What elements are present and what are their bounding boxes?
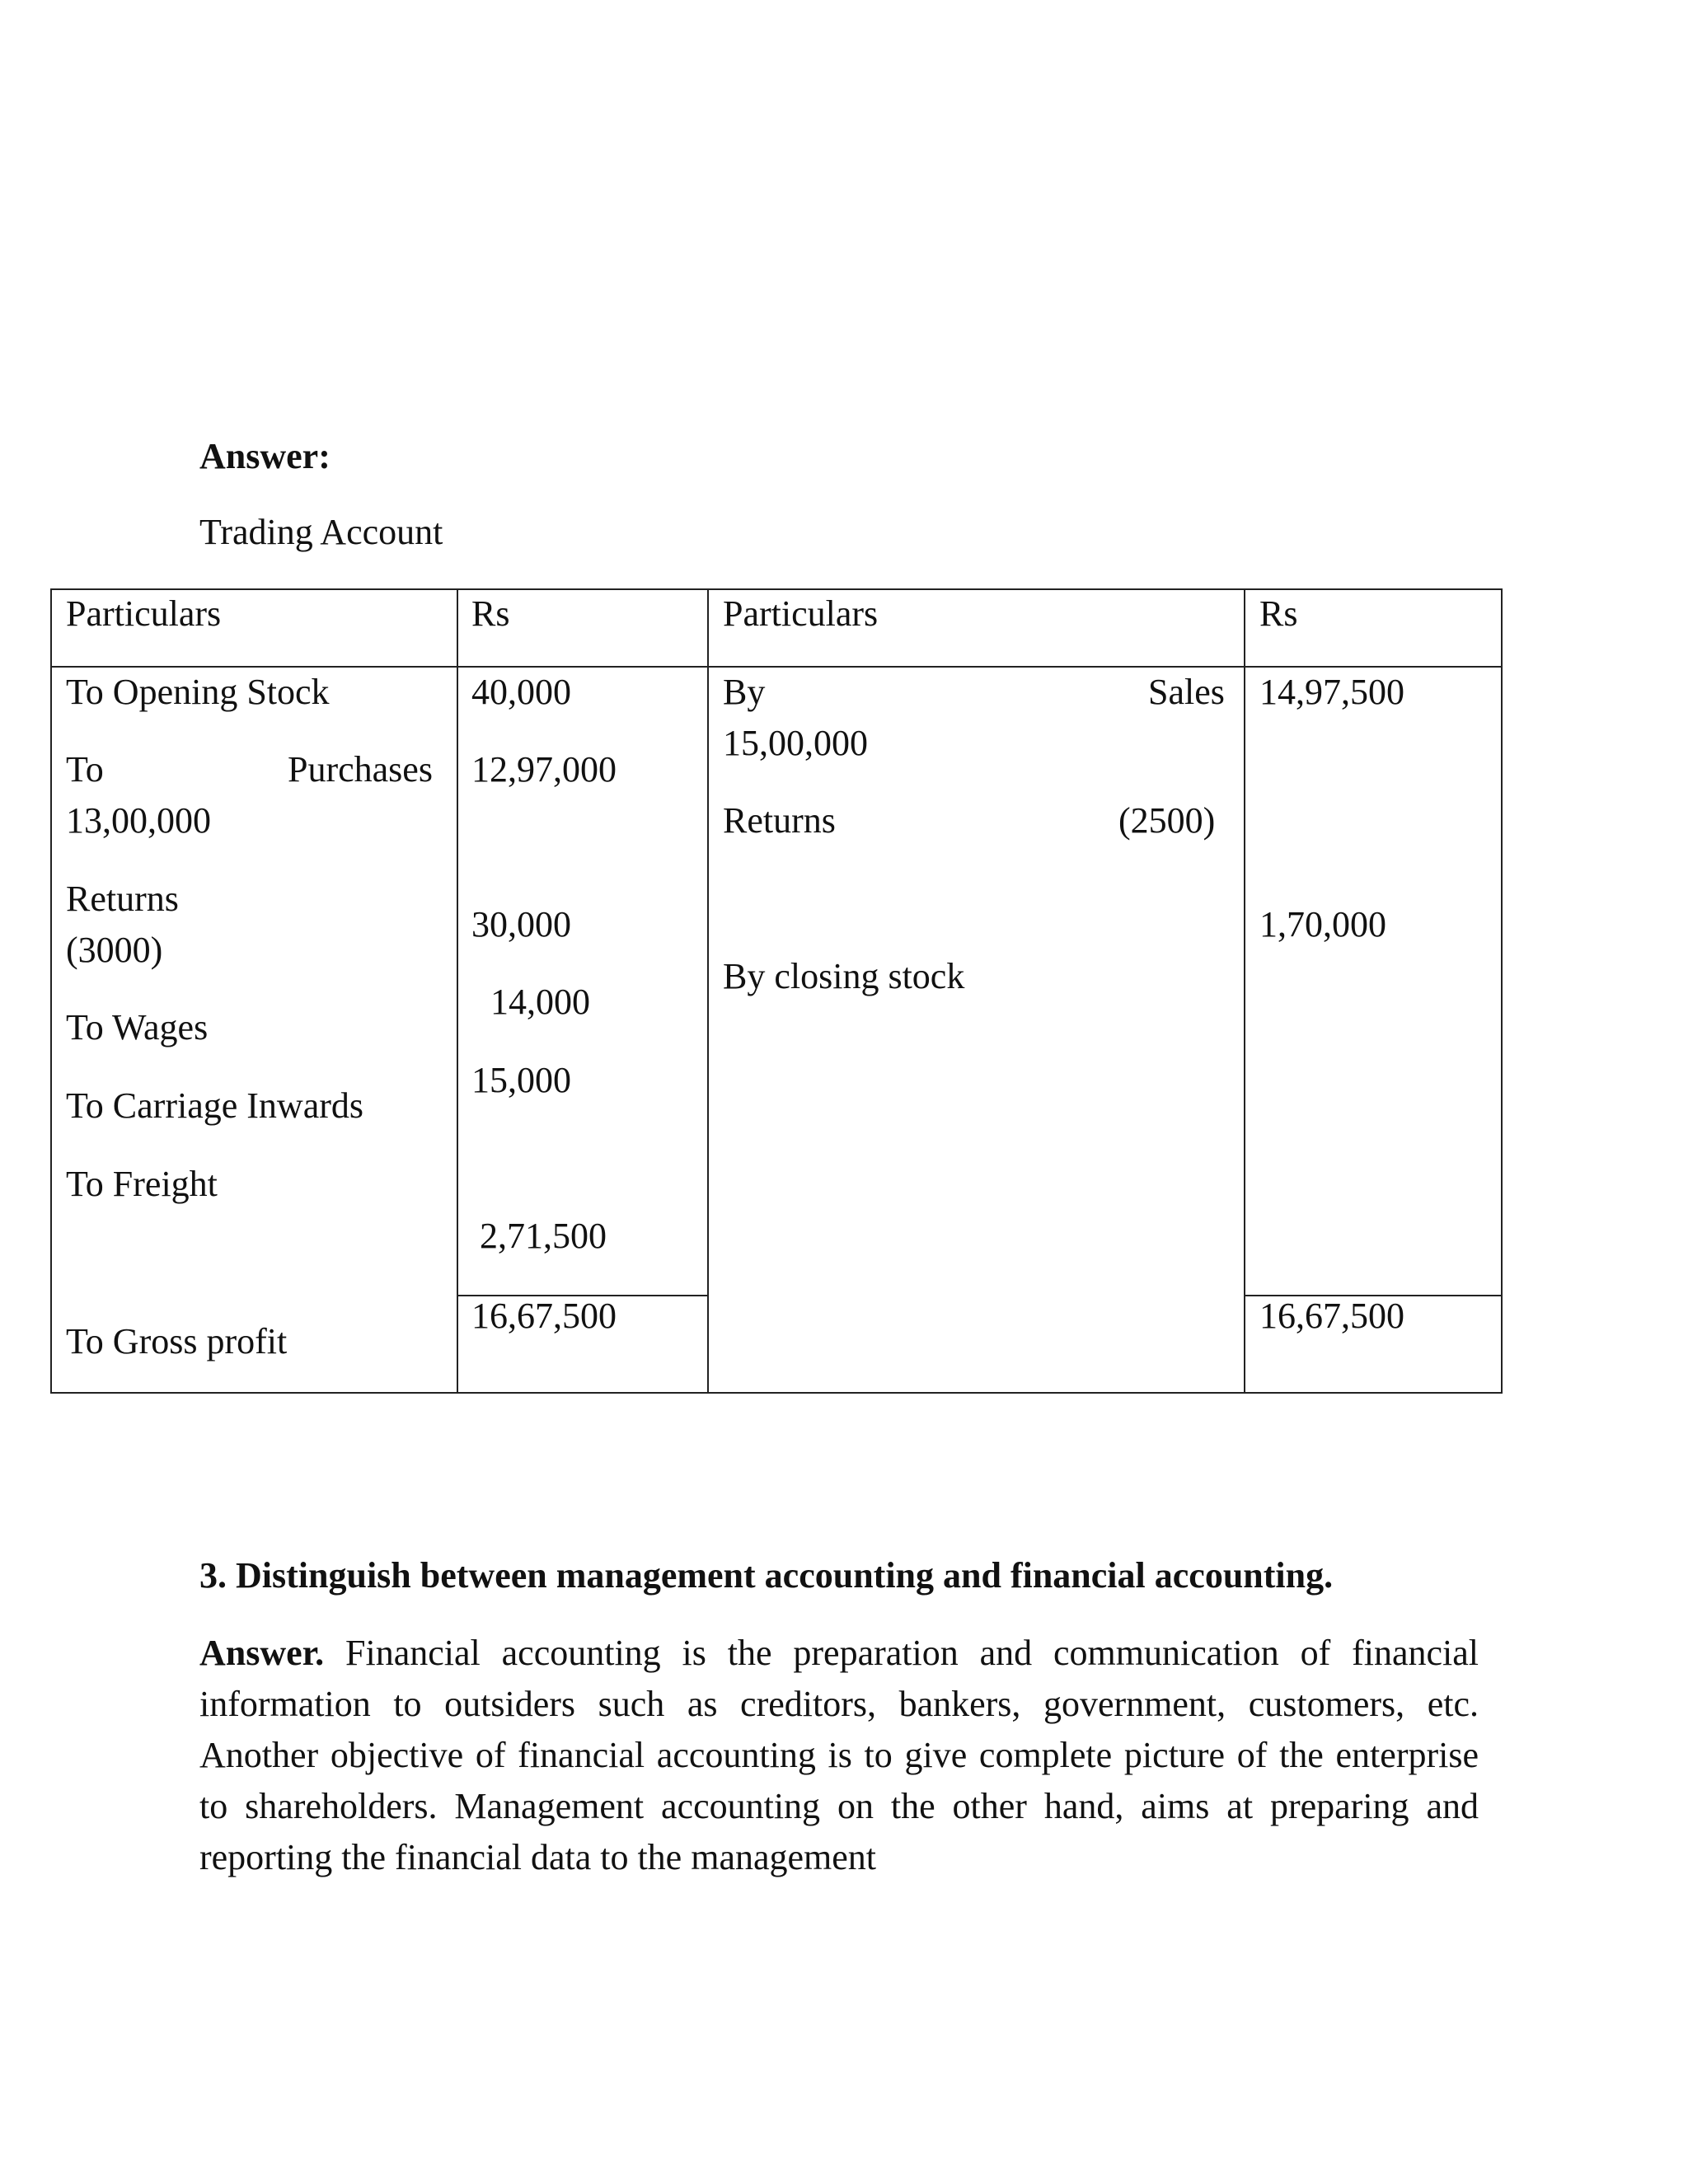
debit-gross-profit: To Gross profit [66,1321,288,1361]
answer-label: Answer: [199,436,331,476]
debit-returns-word: Returns [66,879,179,919]
header-credit-particulars: Particulars [723,593,879,634]
header-debit-particulars: Particulars [66,593,222,634]
credit-returns-word: Returns [723,800,836,841]
credit-sales-word: Sales [1148,672,1225,712]
answer-text: Financial accounting is the preparation and communication of financial information to outsiders such as creditors, bankers, government, customers, etc. Another objective of financial accounting is to give complete picture of the enterprise to shareholders. Management accounting on the other hand, aims at preparing and reporting the financial data to the management [199,1633,1479,1877]
amount-wages: 30,000 [471,904,571,944]
header-divider [50,666,1503,668]
credit-total: 16,67,500 [1259,1296,1404,1336]
debit-total: 16,67,500 [471,1296,617,1336]
debit-wages: To Wages [66,1007,209,1047]
credit-by: By [723,672,766,712]
debit-purchases-word: Purchases [288,749,433,790]
amount-sales: 14,97,500 [1259,672,1404,712]
credit-returns-value: (2500) [1118,800,1216,841]
trading-account-title: Trading Account [199,512,443,552]
amount-opening-stock: 40,000 [471,672,571,712]
header-debit-rs: Rs [471,593,510,634]
debit-purchases-gross: 13,00,000 [66,800,211,841]
debit-purchases-to: To [66,749,104,790]
debit-returns-value: (3000) [66,930,163,970]
debit-opening-stock: To Opening Stock [66,672,330,712]
amount-carriage: 14,000 [490,982,590,1022]
amount-freight: 15,000 [471,1060,571,1100]
amount-closing-stock: 1,70,000 [1259,904,1386,944]
amount-gross-profit: 2,71,500 [480,1216,607,1256]
credit-sales-gross: 15,00,000 [723,723,868,763]
col-divider-3 [1244,588,1245,1394]
col-divider-2 [707,588,709,1394]
answer-paragraph [199,1628,1479,1883]
credit-closing-stock: By closing stock [723,956,965,996]
col-divider-1 [457,588,458,1394]
answer-lead: Answer. [199,1633,325,1673]
debit-freight: To Freight [66,1164,218,1204]
question-heading: 3. Distinguish between management accounting and financial accounting. [199,1555,1334,1596]
amount-purchases: 12,97,000 [471,749,617,790]
header-credit-rs: Rs [1259,593,1298,634]
debit-carriage-inwards: To Carriage Inwards [66,1085,364,1126]
